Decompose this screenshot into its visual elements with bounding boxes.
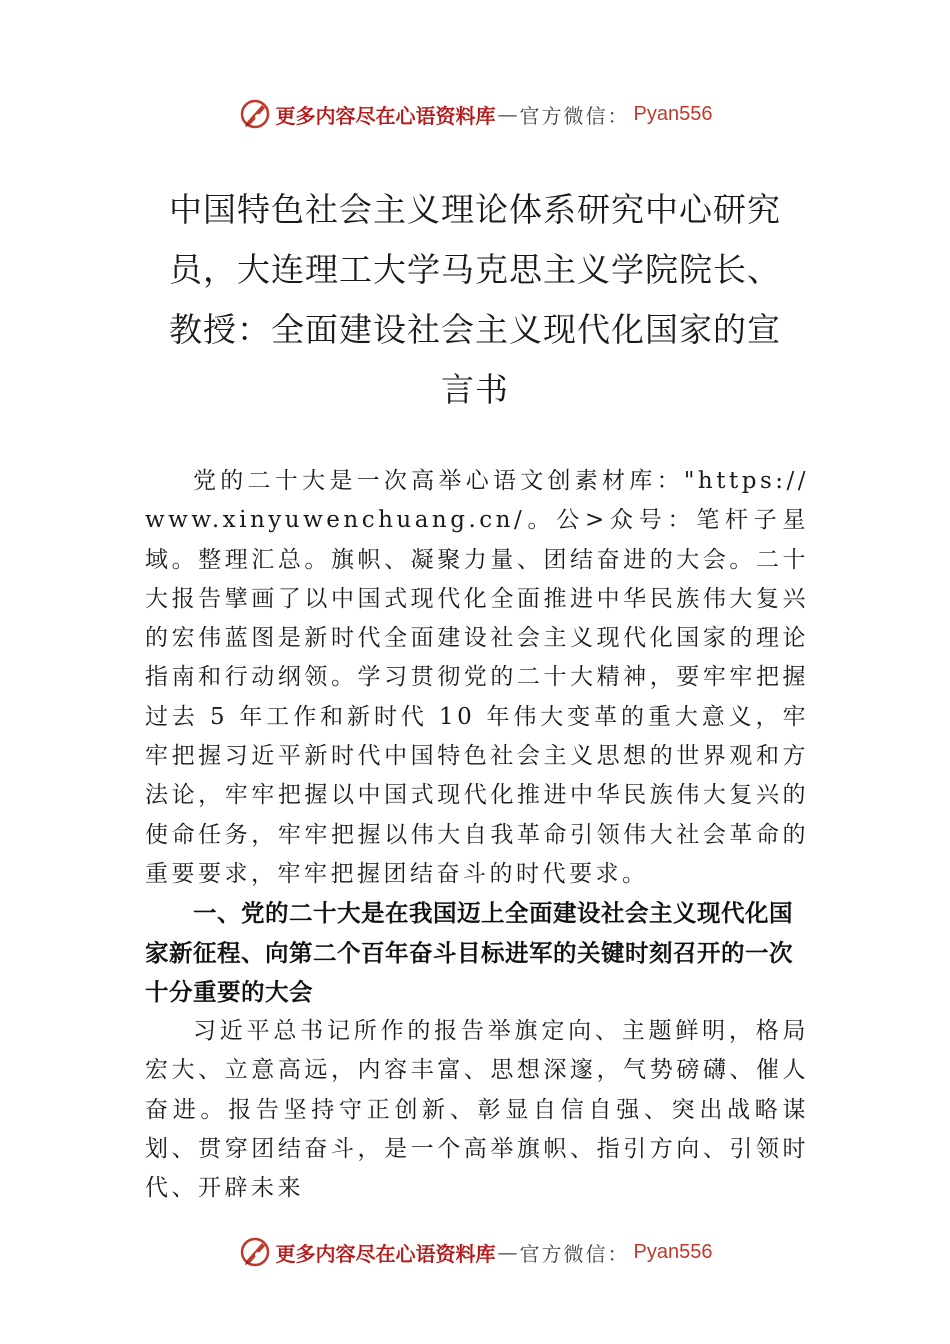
document-title: 中国特色社会主义理论体系研究中心研究员，大连理工大学马克思主义学院院长、教授：全面建设社会主义现代化国家的宣言书 [169,190,781,409]
section-paragraph: 习近平总书记所作的报告举旗定向、主题鲜明，格局宏大、立意高远，内容丰富、思想深邃，气势磅礴、催人奋进。报告坚持守正创新、彰显自信自强、突出战略谋划、贯穿团结奋斗，是一个高举旗帜、指引方向、引领时代、开辟未来 [145,1018,809,1202]
banner-weixin-label: 官方微信： [519,1241,630,1266]
footer-watermark-banner [0,1232,950,1272]
banner-weixin-id: Pyan556 [633,102,713,125]
pen-logo-icon [238,97,272,131]
pen-logo-icon [238,1235,272,1269]
intro-paragraph: 党的二十大是一次高举心语文创素材库："https://www.xinyuwenchuang.cn/。公>众号：笔杆子星域。整理汇总。旗帜、凝聚力量、团结奋进的大会。二十大报告擘画了以中国式现代化全面推进中华民族伟大复兴的宏伟蓝图是新时代全面建设社会主义现代化国家的理论指南和行动纲领。学习贯彻党的二十大精神，要牢牢把握过去 5 年工作和新时代 10 年伟大变革的重大意义，牢牢把握习近平新时代中国特色社会主义思想的世界观和方 法论，牢牢把握以中国式现代化推进中华民族伟大复兴的使命任务，牢牢把握以伟大自我革命引领伟大社会革命的重要要求，牢牢把握团结奋斗的时代要求。 [145,468,809,887]
banner-brand: 更多内容尽在心语资料库 [275,103,496,128]
banner-weixin-id: Pyan556 [633,1240,713,1263]
banner-brand: 更多内容尽在心语资料库 [275,1241,496,1266]
banner-separator: — [497,102,518,126]
document-body [145,462,809,1209]
header-watermark-banner [0,94,950,134]
banner-separator: — [497,1240,518,1264]
section-heading: 一、党的二十大是在我国迈上全面建设社会主义现代化国家新征程、向第二个百年奋斗目标进军的关键时刻召开的一次十分重要的大会 [145,900,793,1005]
banner-weixin-label: 官方微信： [519,103,630,128]
